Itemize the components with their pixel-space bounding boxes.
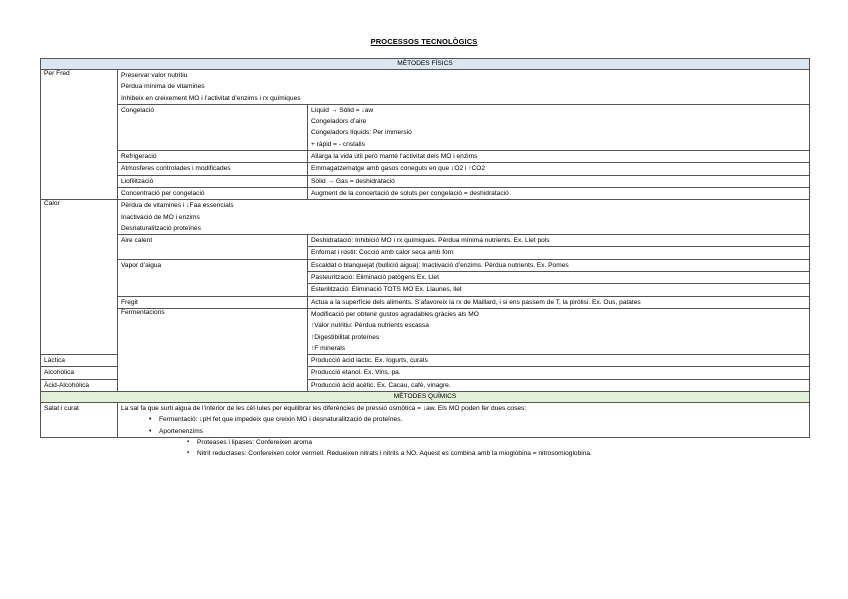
- calor-general-line: Inactivació de MO i enzims: [121, 213, 200, 221]
- method-desc: Actua a la superfície dels aliments. S’afavoreix la rx de Maillard, i si ens passem de T, la piròlisi. Ex. Ous, patates: [308, 296, 810, 308]
- section-header-row: [41, 392, 810, 403]
- fred-general-line: Pèrdua mínima de vitamines: [121, 83, 205, 91]
- table-row: [41, 187, 810, 199]
- congelacio-line: Congeladors d’aire: [311, 118, 367, 126]
- sub-bullet-text: Nitrit reductases: Confereixen color vermell. Redueixen nitrats i nitrits a NO. Aquest es combina amb la mioglobina = nitrosomioglobina.: [197, 450, 592, 458]
- sub-bullet-text: Proteases i lipases: Confereixen aroma: [197, 438, 313, 446]
- method-name: Alcohòlica: [41, 367, 118, 379]
- ferm-general-line: ↑Digestibilitat proteïnes: [311, 333, 380, 341]
- processes-table: [40, 58, 810, 458]
- calor-general-line: Desnaturalització proteïnes: [121, 224, 201, 232]
- table-row: [41, 235, 810, 247]
- method-name-vapor: Vapor d’aigua: [118, 259, 308, 296]
- calor-general-row: [41, 200, 810, 235]
- category-calor: Calor: [41, 200, 118, 355]
- ferm-general-row: [41, 308, 810, 354]
- table-row: [41, 175, 810, 187]
- ferm-general-line: Modificació per obtenir gustos agradables gràcies als MO: [311, 310, 479, 318]
- salat-bullets: [121, 414, 806, 458]
- method-desc: Pasteurització: Eliminació patògens Ex. Llet: [308, 272, 810, 284]
- salat-cell: [118, 403, 810, 458]
- method-desc: Deshidratació: Inhibició MO i rx químiques. Pèrdua mínima nutrients. Ex. Llet pols: [308, 235, 810, 247]
- salat-intro: La sal fa que surti aigua de l’interior de les cèl·lules per equilibrar les diferències de pressió osmòtica = ↓aw. Els MO poden fer dues coses:: [121, 405, 527, 413]
- method-desc: Escaldat o blanquejat (bullició aigua): Inactivació d’enzims. Pèrdua nutrients. Ex. Pomes: [308, 259, 810, 271]
- congelacio-line: Congeladors líquids: Per immersió: [311, 129, 412, 137]
- table-row: [41, 296, 810, 308]
- method-name: Àcid-Alcohòlica: [41, 379, 118, 391]
- fred-general-line: Preservar valor nutritiu: [121, 72, 188, 79]
- method-desc: Producció etanol. Ex. Vins, pa.: [308, 367, 810, 379]
- salat-row: [41, 403, 810, 438]
- method-desc: Sòlid → Gas = deshidratació: [308, 175, 810, 187]
- ferm-general-line: ↑F minerals: [311, 344, 346, 352]
- congelacio-row: [41, 104, 810, 150]
- page-title: PROCESSOS TECNOLÒGICS: [370, 37, 478, 46]
- congelacio-line: + ràpid = - cristalls: [311, 140, 365, 148]
- section-quimics: MÈTODES QUÍMICS: [41, 392, 810, 403]
- section-header-row: [41, 59, 810, 70]
- fred-general-line: Inhibeix en creixement MO i l’activitat d’enzims i rx químiques: [121, 94, 301, 102]
- method-desc: Enfornat i rostit: Cocció amb calor seca amb forn: [308, 247, 810, 259]
- congelacio-desc: [308, 104, 810, 150]
- category-per-fred: Per Fred: [41, 70, 118, 200]
- list-item: [187, 448, 806, 459]
- method-name: Concentració per congelació: [118, 187, 308, 199]
- category-salat-curat: Salat i curat: [41, 403, 118, 438]
- method-name-fregit: Fregit: [118, 296, 308, 308]
- method-name: Làctica: [41, 355, 118, 367]
- method-desc: Producció àcid acètic. Ex. Cacau, cafè, vinagre.: [308, 379, 810, 391]
- method-desc: Allarga la vida útil però manté l’activitat dels MO i enzims: [308, 151, 810, 163]
- salat-sub-bullets: [159, 437, 806, 460]
- table-row: [41, 151, 810, 163]
- calor-general-cell: [118, 200, 810, 235]
- congelacio-line: Líquid → Sòlid = ↓aw: [311, 106, 374, 114]
- bullet-text: Aportenenzims: [159, 427, 203, 435]
- method-desc: Augment de la concertació de soluts per congelació = deshidratació: [308, 187, 810, 199]
- table-row: [41, 259, 810, 271]
- ferm-general-line: ↑Valor nutritiu: Pèrdua nutrients escassa: [311, 322, 429, 330]
- congelacio-name: Congelació: [118, 104, 308, 150]
- list-item: [187, 437, 806, 448]
- method-desc: Emmagatzematge amb gasos coneguts en que ↓O2 i ↑CO2: [308, 163, 810, 175]
- bullet-text: Fermentació: ↓pH fet que impedeix que creixin MO i desnaturalització de proteïnes.: [159, 416, 403, 424]
- fred-general-cell: [118, 70, 810, 105]
- ferm-general-cell: [308, 308, 810, 354]
- table-row: [41, 163, 810, 175]
- method-name: Liofilització: [118, 175, 308, 187]
- category-fermentacions: Fermentacions: [118, 308, 308, 391]
- calor-general-line: Pèrdua de vitamines i ↓Faa essencials: [121, 202, 234, 210]
- section-fisics: MÈTODES FÍSICS: [41, 59, 810, 70]
- method-desc: Esterilització: Eliminació TOTS MO Ex. Llaunes, llet: [308, 284, 810, 296]
- method-desc: Producció àcid làctic. Ex. Iogurts, curats: [308, 355, 810, 367]
- fred-general-row: [41, 70, 810, 105]
- method-name-aire-calent: Aire calent: [118, 235, 308, 260]
- list-item: [149, 414, 806, 425]
- method-name: Atmosferes controlades i modificades: [118, 163, 308, 175]
- list-item: [149, 426, 806, 458]
- method-name: Refrigeració: [118, 151, 308, 163]
